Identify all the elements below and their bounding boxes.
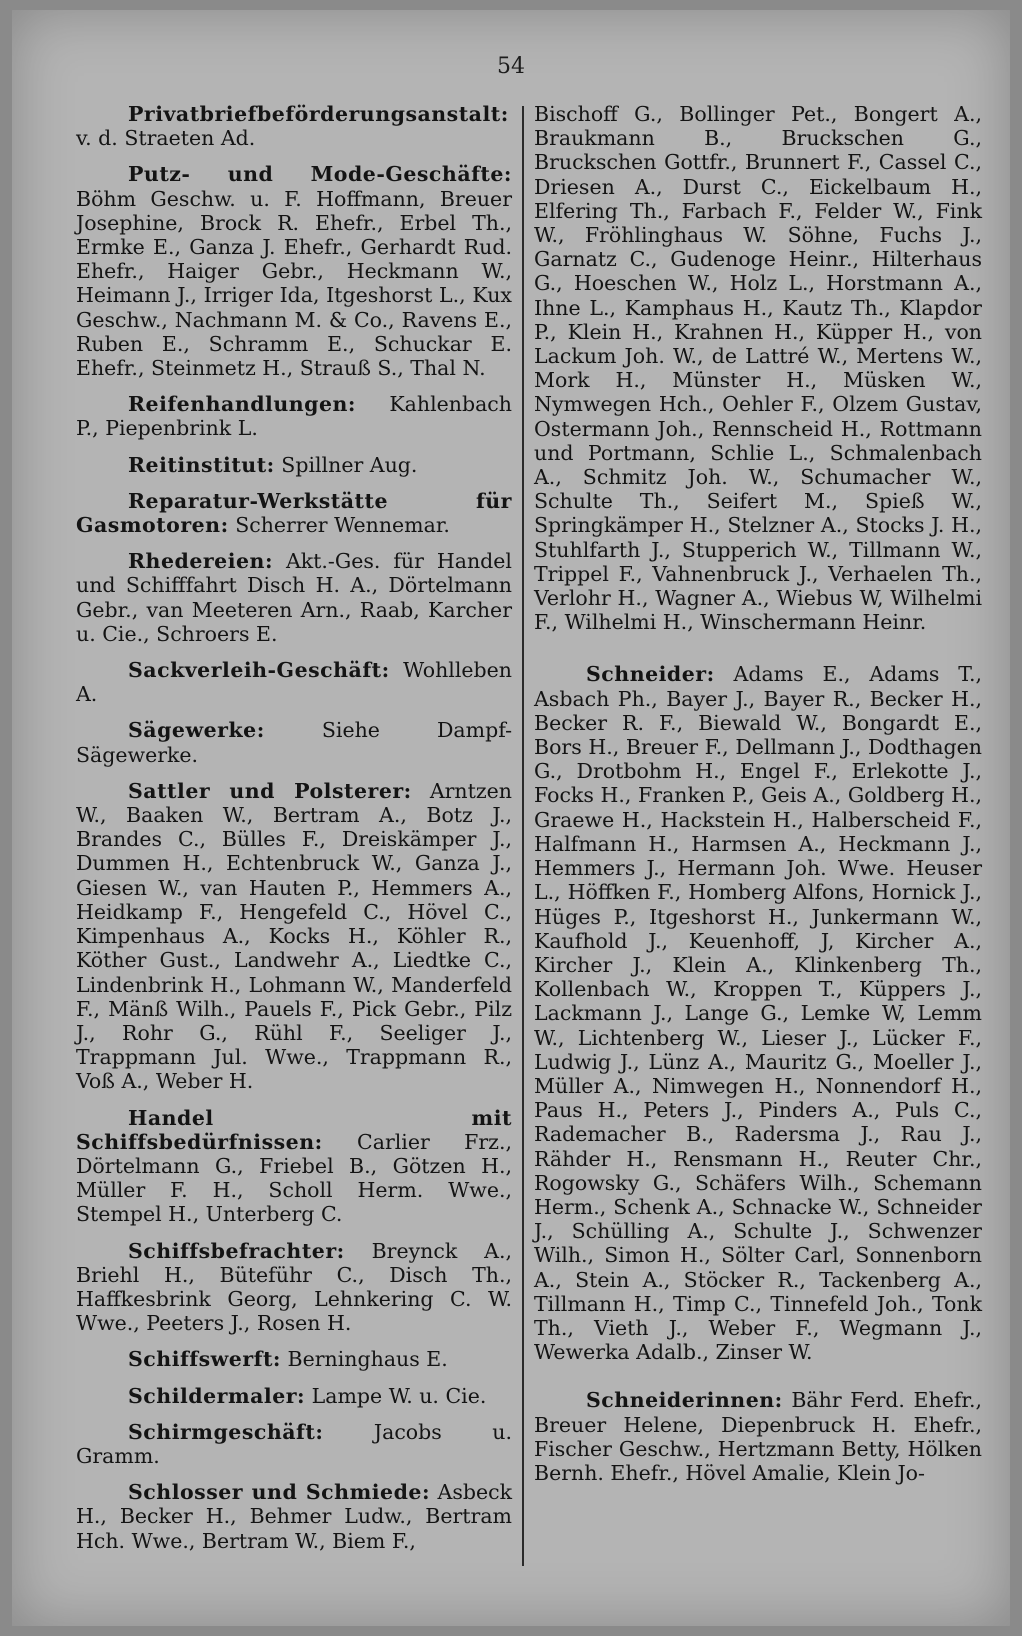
entry-saegewerke: Sägewerke: Siehe Dampf-Sägewerke. [76,718,512,767]
entry-schneiderinnen: Schneiderinnen: Bähr Ferd. Ehefr., Breuer Helene, Diepenbruck H. Ehefr., Fischer Geschw., Hertzmann Betty, Hölken Bernh. Ehefr., Hövel Amalie, Klein Jo- [534,1388,982,1485]
entry-schlosser: Schlosser und Schmiede: Asbeck H., Becker H., Behmer Ludw., Bertram Hch. Wwe., Bertram W., Biem F., [76,1480,512,1553]
entry-schirmgeschaeft: Schirmgeschäft: Jacobs u. Gramm. [76,1419,512,1468]
entry-schneider: Schneider: Adams E., Adams T., Asbach Ph., Bayer J., Bayer R., Becker H., Becker R. F., Biewald W., Bongardt E., Bors H., Breuer F., Dellmann J., Dodthagen G., Drotbohm H., Engel F., Erlekotte J., Focks H., Franken P., Geis A., Goldberg H., Graewe H., Hackstein H., Halberscheid F., Halfmann H., Harmsen A., Heckmann J., Hemmers J., Hermann Joh. Wwe. Heuser L., Höffken F., Homberg Alfons, Hornick J., Hüges P., Itgeshorst H., Junkermann W., Kaufhold J., Keuenhoff, J, Kircher A., Kircher J., Klein A., Klinkenberg Th., Kollenbach W., Kroppen T., Küppers J., Lackmann J., Lange G., Lemke W, Lemm W., Lichtenberg W., Lieser J., Lücker F., Ludwig J., Lünz A., Mauritz G., Moeller J., Müller A., Nimwegen H., Nonnendorf H., Paus H., Peters J., Pinders A., Puls C., Rademacher B., Radersma J., Rau J., Rähder H., Rensmann H., Reuter Chr., Rogowsky G., Schäfers Wilh., Schemann Herm., Schenk A., Schnacke W., Schneider J., Schülling A., Schulte J., Schwenzer Wilh., Simon H., Sölter Carl, Sonnenborn A., Stein A., Stöcker R., Tackenberg A., Tillmann H., Timp C., Tinnefeld Joh., Tonk Th., Vieth J., Weber F., Wegmann J., Wewerka Adalb., Zinser W. [534,662,982,1365]
entry-sackverleih: Sackverleih-Geschäft: Wohlleben A. [76,658,512,707]
entry-sattler: Sattler und Polsterer: Arntzen W., Baaken W., Bertram A., Botz J., Brandes C., Bülles F., Dreiskämper J., Dummen H., Echtenbruck W., Ganza J., Giesen W., van Hauten P., Hemmers A., Heidkamp F., Hengefeld C., Hövel C., Kimpenhaus A., Kocks H., Köhler R., Köther Gust., Landwehr A., Liedtke C., Lindenbrink H., Lohmann W., Manderfeld F., Mänß Wilh., Pauels F., Pick Gebr., Pilz J., Rohr G., Rühl F., Seeliger J., Trappmann Jul. Wwe., Trappmann R., Voß A., Weber H. [76,778,512,1094]
entry-putz-mode: Putz- und Mode-Geschäfte: Böhm Geschw. u. F. Hoffmann, Breuer Josephine, Brock R. Ehefr., Erbel Th., Ermke E., Ganza J. Ehefr., Gerhardt Rud. Ehefr., Haiger Gebr., Heckmann W., Heimann J., Irriger Ida, Itgeshorst L., Kux Geschw., Nachmann M. & Co., Ravens E., Ruben E., Schramm E., Schuckar E. Ehefr., Steinmetz H., Strauß S., Thal N. [76,162,512,381]
entry-privatbrief: Privatbriefbeförderungsanstalt: v. d. Straeten Ad. [76,102,509,151]
entry-schildermaler: Schildermaler: Lampe W. u. Cie. [128,1383,487,1408]
entry-reifenhandlungen: Reifenhandlungen: Kahlenbach P., Piepenbrink L. [76,392,512,441]
column-divider [522,106,524,1566]
entry-schlosser-continued: Bischoff G., Bollinger Pet., Bongert A., Braukmann B., Bruckschen G., Bruckschen Gottfr., Brunnert F., Cassel C., Driesen A., Durst C., Eickelbaum H., Elfering Th., Farbach F., Felder W., Fink W., Fröhlinghaus W. Söhne, Fuchs J., Garnatz C., Gudenoge Heinr., Hilterhaus G., Hoeschen W., Holz L., Horstmann A., Ihne L., Kamphaus H., Kautz Th., Klapdor P., Klein H., Krahnen H., Küpper H., von Lackum Joh. W., de Lattré W., Mertens W., Mork H., Münster H., Müsken W., Nymwegen Hch., Oehler F., Olzem Gustav, Ostermann Joh., Rennscheid H., Rottmann und Portmann, Schlie L., Schmalenbach A., Schmitz Joh. W., Schumacher W., Schulte Th., Seifert M., Spieß W., Springkämper H., Stelzner A., Stocks J. H., Stuhlfarth J., Stupperich W., Tillmann W., Trippel F., Vahnenbruck J., Verhaelen Th., Verlohr H., Wagner A., Wiebus W, Wilhelmi F., Wilhelmi H., Winschermann Heinr. [534,102,982,635]
entry-rhedereien: Rhedereien: Akt.-Ges. für Handel und Schifffahrt Disch H. A., Dörtelmann Gebr., van Meeteren Arn., Raab, Karcher u. Cie., Schroers E. [76,549,512,646]
entry-schiffswerft: Schiffswerft: Berninghaus E. [128,1347,448,1372]
entry-reparatur: Reparatur-Werkstätte für Gasmotoren: Scherrer Wennemar. [76,488,512,538]
right-column [534,102,982,1497]
page-number: 54 [497,54,525,79]
directory-page [12,10,1010,1626]
entry-reitinstitut: Reitinstitut: Spillner Aug. [128,452,418,477]
entry-schiffsbefrachter: Schiffsbefrachter: Breynck A., Briehl H., Büteführ C., Disch Th., Haffkesbrink Georg, Lehnkering C. W. Wwe., Peeters J., Rosen H. [76,1238,512,1336]
left-column [76,102,512,1565]
entry-schiffsbeduerfnisse: Handel mit Schiffsbedürfnissen: Carlier Frz., Dörtelmann G., Friebel B., Götzen H., Müller F. H., Scholl Herm. Wwe., Stempel H., Unterberg C. [76,1105,512,1227]
